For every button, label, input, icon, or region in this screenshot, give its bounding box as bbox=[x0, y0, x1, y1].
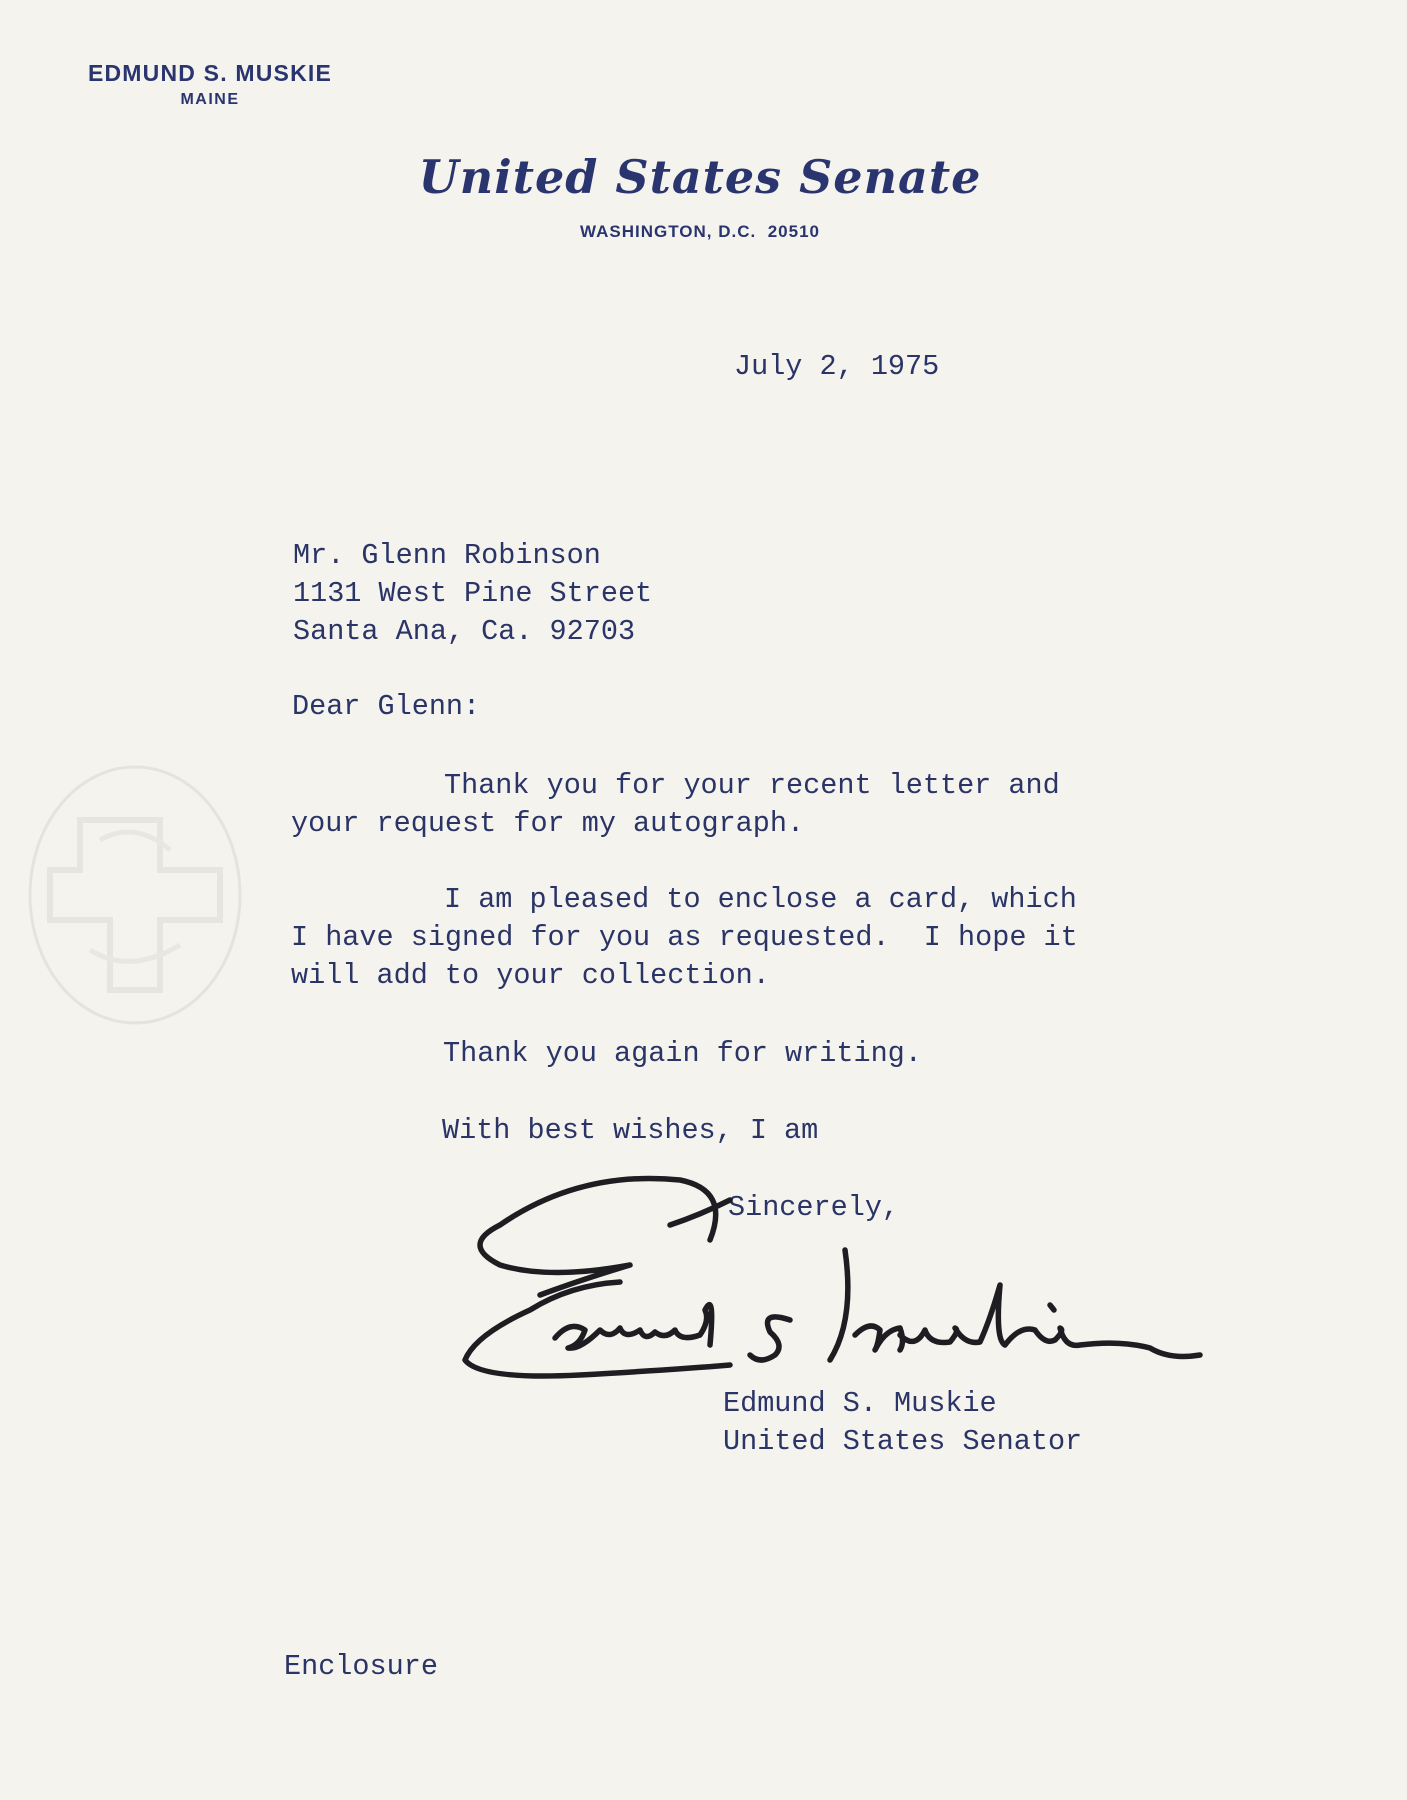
body-paragraph-2-line-3: will add to your collection. bbox=[291, 959, 770, 992]
signer-title: United States Senator bbox=[723, 1425, 1083, 1458]
recipient-name: Mr. Glenn Robinson bbox=[293, 539, 601, 572]
letterhead-sender bbox=[70, 60, 350, 109]
letterhead-institution bbox=[380, 150, 1020, 242]
body-paragraph-3: Thank you again for writing. bbox=[443, 1037, 922, 1070]
body-paragraph-2-line-2: I have signed for you as requested. I hope it bbox=[291, 921, 1078, 954]
enclosure-note: Enclosure bbox=[284, 1650, 438, 1683]
recipient-city: Santa Ana, Ca. 92703 bbox=[293, 615, 636, 648]
body-paragraph-1-line-2: your request for my autograph. bbox=[291, 807, 805, 840]
institution-city: WASHINGTON, D.C. bbox=[580, 222, 757, 241]
closing: Sincerely, bbox=[728, 1191, 900, 1224]
sender-name: EDMUND S. MUSKIE bbox=[87, 60, 333, 86]
handwritten-signature bbox=[460, 1170, 1240, 1400]
body-paragraph-1-line-1: Thank you for your recent letter and bbox=[444, 769, 1060, 802]
institution-address bbox=[380, 222, 1020, 242]
letter-date: July 2, 1975 bbox=[734, 350, 940, 383]
salutation: Dear Glenn: bbox=[292, 690, 481, 723]
sender-state: MAINE bbox=[180, 91, 240, 108]
institution-name: United States Senate bbox=[418, 150, 982, 204]
embossed-seal-icon bbox=[20, 760, 250, 1030]
body-paragraph-4: With best wishes, I am bbox=[442, 1114, 819, 1147]
institution-zip: 20510 bbox=[767, 222, 820, 241]
body-paragraph-2-line-1: I am pleased to enclose a card, which bbox=[444, 883, 1077, 916]
recipient-street: 1131 West Pine Street bbox=[293, 577, 653, 610]
signer-name: Edmund S. Muskie bbox=[723, 1387, 997, 1420]
